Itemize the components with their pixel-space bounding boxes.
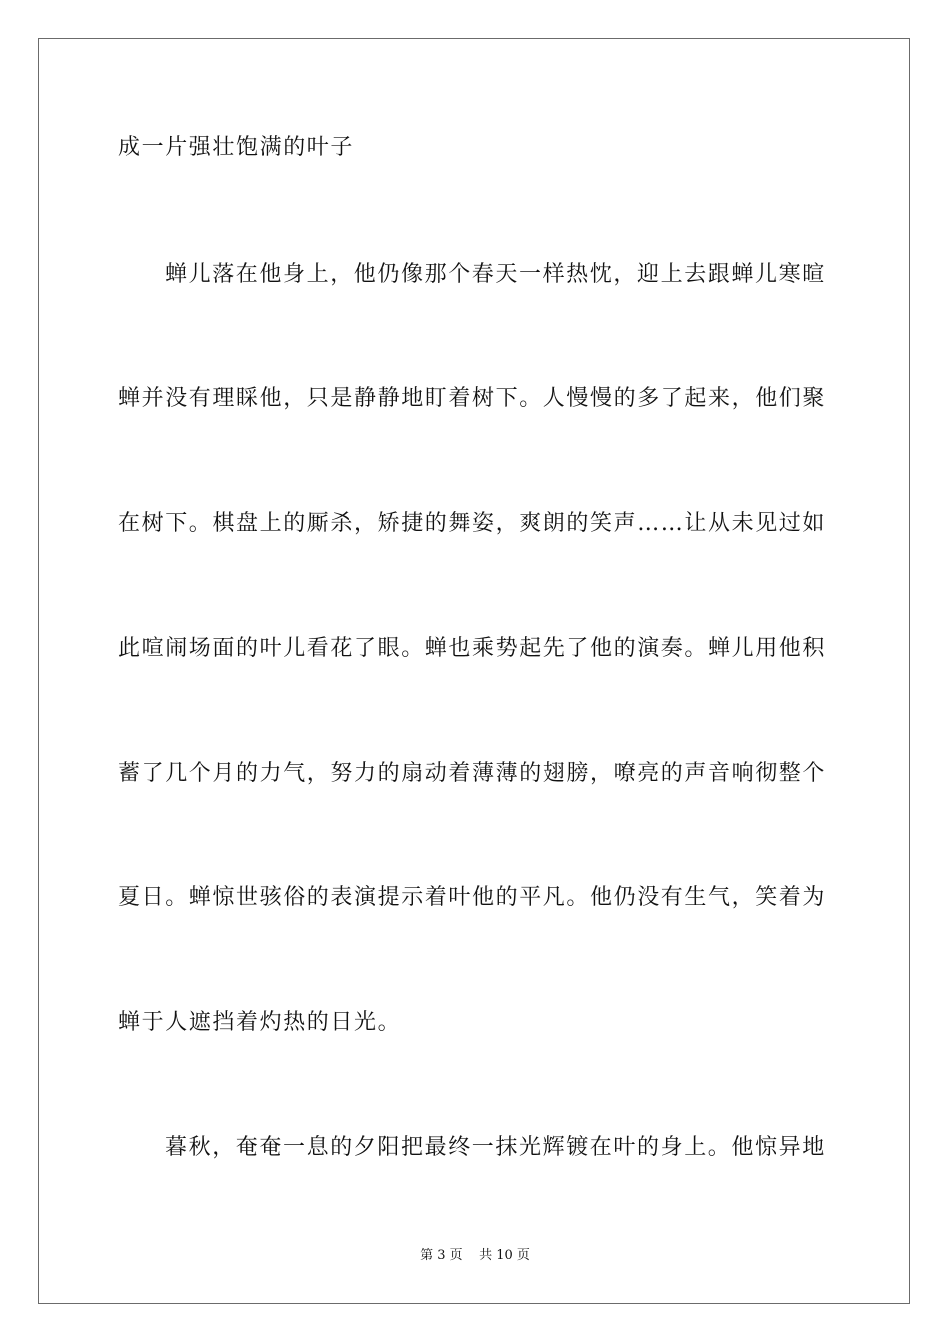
paragraph-line: 夏日。蝉惊世骇俗的表演提示着叶他的平凡。他仍没有生气，笑着为 (118, 885, 827, 910)
paragraph-line: 蝉儿落在他身上，他仍像那个春天一样热忱，迎上去跟蝉儿寒暄 (165, 262, 826, 287)
page-border (38, 38, 910, 1304)
paragraph-line: 蝉并没有理睬他，只是静静地盯着树下。人慢慢的多了起来，他们聚 (118, 386, 827, 411)
paragraph-line: 暮秋，奄奄一息的夕阳把最终一抹光辉镀在叶的身上。他惊异地 (165, 1135, 826, 1160)
page-number-footer: 第 3 页 共 10 页 (420, 1248, 530, 1263)
paragraph-line: 蝉于人遮挡着灼热的日光。 (118, 1010, 402, 1035)
paragraph-line: 此喧闹场面的叶儿看花了眼。蝉也乘势起先了他的演奏。蝉儿用他积 (118, 636, 827, 661)
paragraph-line: 成一片强壮饱满的叶子 (118, 135, 355, 160)
paragraph-line: 蓄了几个月的力气，努力的扇动着薄薄的翅膀，嘹亮的声音响彻整个 (118, 761, 827, 786)
paragraph-line: 在树下。棋盘上的厮杀，矫捷的舞姿，爽朗的笑声……让从未见过如 (118, 511, 827, 536)
